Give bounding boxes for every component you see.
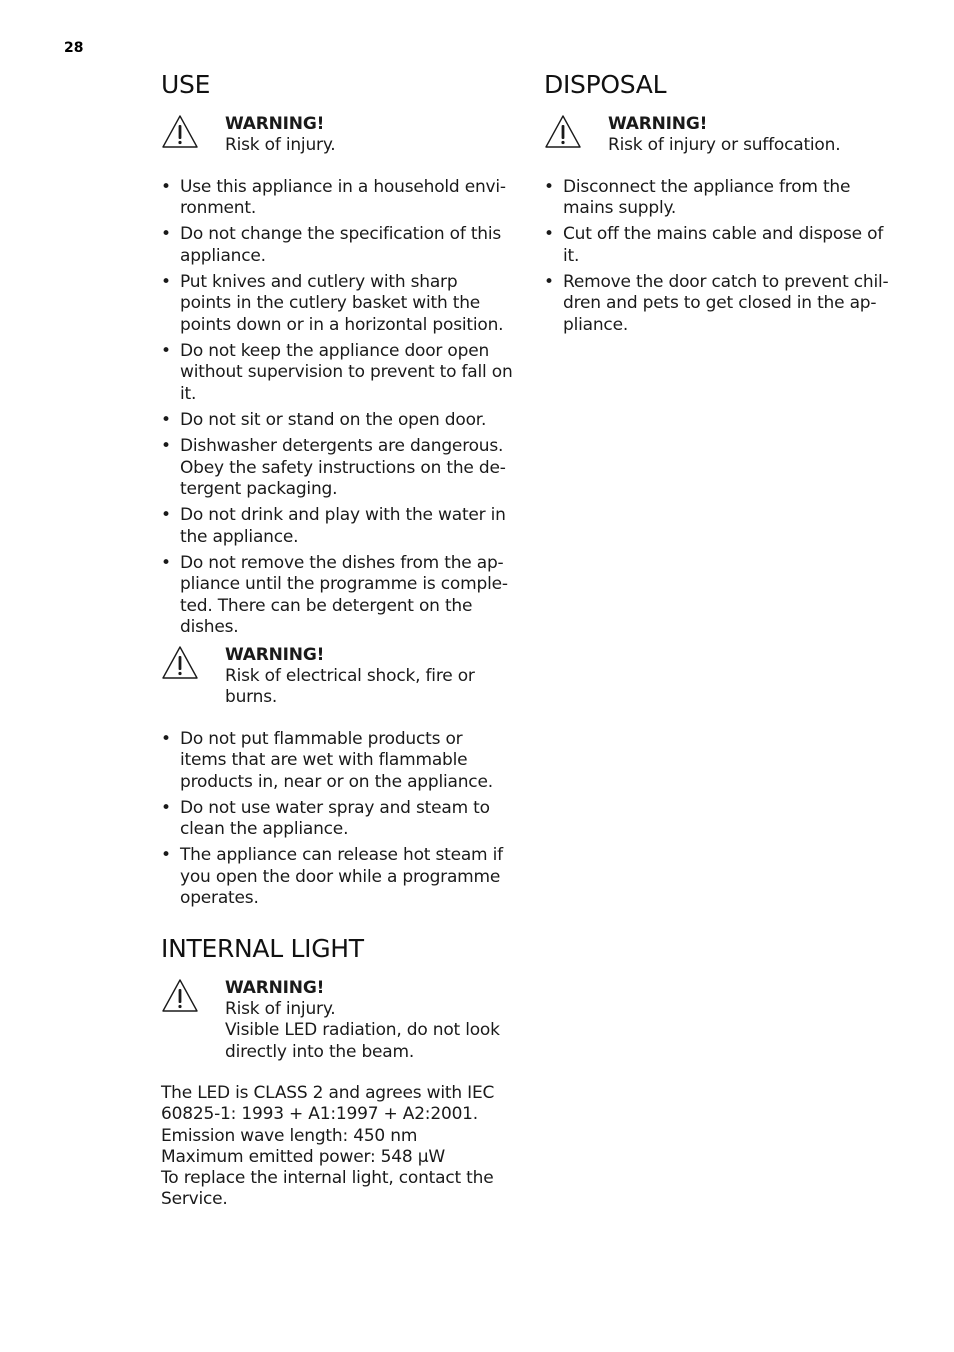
- warning-text: Risk of injury or suffocation.: [608, 135, 841, 156]
- list-item: • Do not drink and play with the water in the appliance.: [161, 505, 513, 548]
- led-class-text: The LED is CLASS 2 and agrees with IEC 60825-1: 1993 + A1:1997 + A2:2001.: [161, 1083, 495, 1125]
- disposal-warning: [544, 114, 896, 157]
- list-item: • Remove the door catch to prevent chil-dren and pets to get closed in the ap-pliance.: [544, 272, 896, 336]
- replace-light-text: To replace the internal light, contact the Service.: [161, 1168, 494, 1210]
- internal-light-heading: INTERNAL LIGHT: [161, 933, 364, 963]
- warning-text: Risk of electrical shock, fire or burns.: [225, 665, 475, 708]
- use-heading: USE: [161, 70, 211, 99]
- warning-triangle-icon: [161, 114, 225, 150]
- wave-length-text: Emission wave length: 450 nm: [161, 1125, 418, 1146]
- right-column: [544, 68, 896, 341]
- use-warning-electrical: [161, 645, 513, 709]
- use-list-2: [161, 729, 513, 910]
- disposal-heading: DISPOSAL: [544, 70, 667, 99]
- warning-triangle-icon: [161, 978, 225, 1014]
- list-item: • Dishwasher detergents are dangerous. Obey the safety instructions on the de-tergent packaging.: [161, 436, 513, 500]
- page-number: 28: [64, 40, 84, 56]
- list-item: • Do not sit or stand on the open door.: [161, 410, 513, 431]
- warning-title: WARNING!: [608, 114, 708, 134]
- warning-title: WARNING!: [225, 114, 325, 134]
- list-item: • Do not use water spray and steam to clean the appliance.: [161, 798, 513, 841]
- list-item: • Do not put flammable products or items that are wet with flammable products in, near or on the appliance.: [161, 729, 513, 793]
- disposal-list: [544, 177, 896, 336]
- warning-triangle-icon: [544, 114, 608, 150]
- list-item: • Disconnect the appliance from the mains supply.: [544, 177, 896, 220]
- use-list: [161, 177, 513, 639]
- list-item: • The appliance can release hot steam if you open the door while a programme operates.: [161, 845, 513, 909]
- warning-text: Visible LED radiation, do not look directly into the beam.: [225, 1020, 500, 1062]
- warning-text: Risk of injury.: [225, 998, 336, 1019]
- led-info-paragraph: [161, 1083, 513, 1210]
- list-item: • Do not keep the appliance door open without supervision to prevent to fall on it.: [161, 341, 513, 405]
- warning-triangle-icon: [161, 645, 225, 681]
- left-column: [161, 68, 513, 1210]
- warning-text: Risk of injury.: [225, 135, 336, 156]
- warning-title: WARNING!: [225, 977, 325, 998]
- use-warning-injury: [161, 114, 513, 157]
- emitted-power-text: Maximum emitted power: 548 µW: [161, 1146, 445, 1167]
- list-item: • Cut off the mains cable and dispose of it.: [544, 224, 896, 267]
- internal-light-warning: [161, 978, 513, 1064]
- list-item: • Do not change the specification of this appliance.: [161, 224, 513, 267]
- list-item: • Do not remove the dishes from the ap-pliance until the programme is comple-ted. There can be detergent on the dishes.: [161, 553, 513, 639]
- list-item: • Use this appliance in a household envi-ronment.: [161, 177, 513, 220]
- list-item: • Put knives and cutlery with sharp points in the cutlery basket with the points down or in a horizontal position.: [161, 272, 513, 336]
- warning-title: WARNING!: [225, 644, 325, 665]
